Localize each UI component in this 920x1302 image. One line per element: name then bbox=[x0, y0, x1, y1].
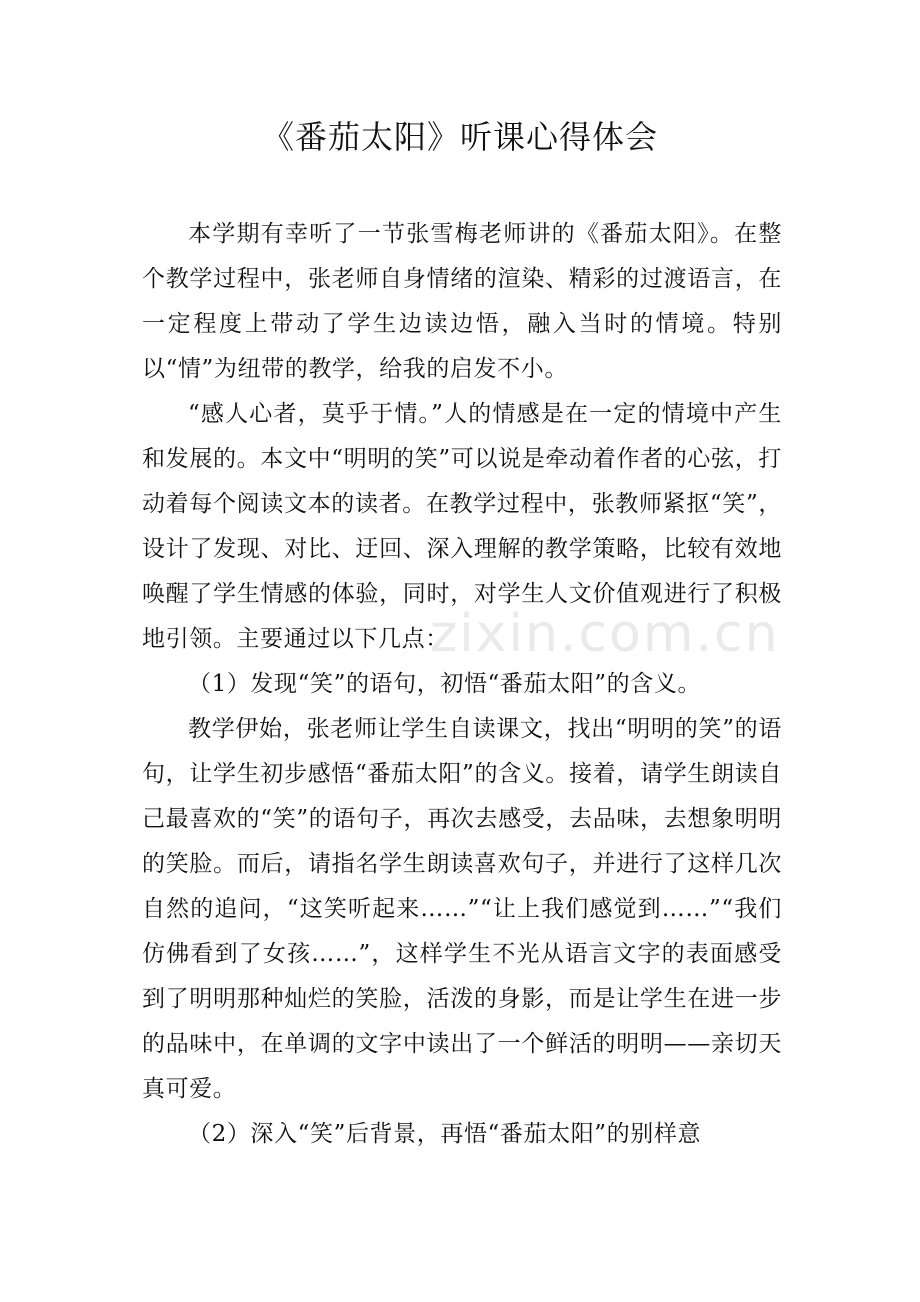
paragraph-teaching-start: 教学伊始，张老师让学生自读课文，找出“明明的笑”的语句，让学生初步感悟“番茄太阳”的含义。接着，请学生朗读自己最喜欢的“笑”的语句子，再次去感受，去品味，去想象明明的笑脸。而后，请指名学生朗读喜欢句子，并进行了这样几次自然的追问，“这笑听起来……”“让上我们感觉到……”“我们仿佛看到了女孩……”，这样学生不光从语言文字的表面感受到了明明那种灿烂的笑脸，活泼的身影，而是让学生在进一步的品味中，在单调的文字中读出了一个鲜活的明明——亲切天真可爱。 bbox=[142, 716, 782, 1102]
watermark-text: zixin.com.cn bbox=[430, 604, 780, 664]
paragraph-point-2: （2）深入“笑”后背景，再悟“番茄太阳”的别样意 bbox=[188, 1121, 702, 1147]
paragraph-emotion: “感人心者，莫乎于情。”人的情感是在一定的情境中产生和发展的。本文中“明明的笑”可以说是牵动着作者的心弦，打动着每个阅读文本的读者。在教学过程中，张教师紧抠“笑”，设计了发现、对比、迂回、深入理解的教学策略，比较有效地唤醒了学生情感的体验，同时，对学生人文价值观进行了积极地引领。主要通过以下几点： bbox=[142, 401, 782, 652]
paragraph-intro: 本学期有幸听了一节张雪梅老师讲的《番茄太阳》。在整个教学过程中，张老师自身情绪的渲染、精彩的过渡语言，在一定程度上带动了学生边读边悟，融入当时的情境。特别以“情”为纽带的教学，给我的启发不小。 bbox=[142, 221, 782, 382]
paragraph-point-1: （1）发现“笑”的语句，初悟“番茄太阳”的含义。 bbox=[188, 671, 702, 697]
document-body bbox=[142, 212, 782, 1157]
page-title: 《番茄太阳》听课心得体会 bbox=[261, 118, 658, 156]
